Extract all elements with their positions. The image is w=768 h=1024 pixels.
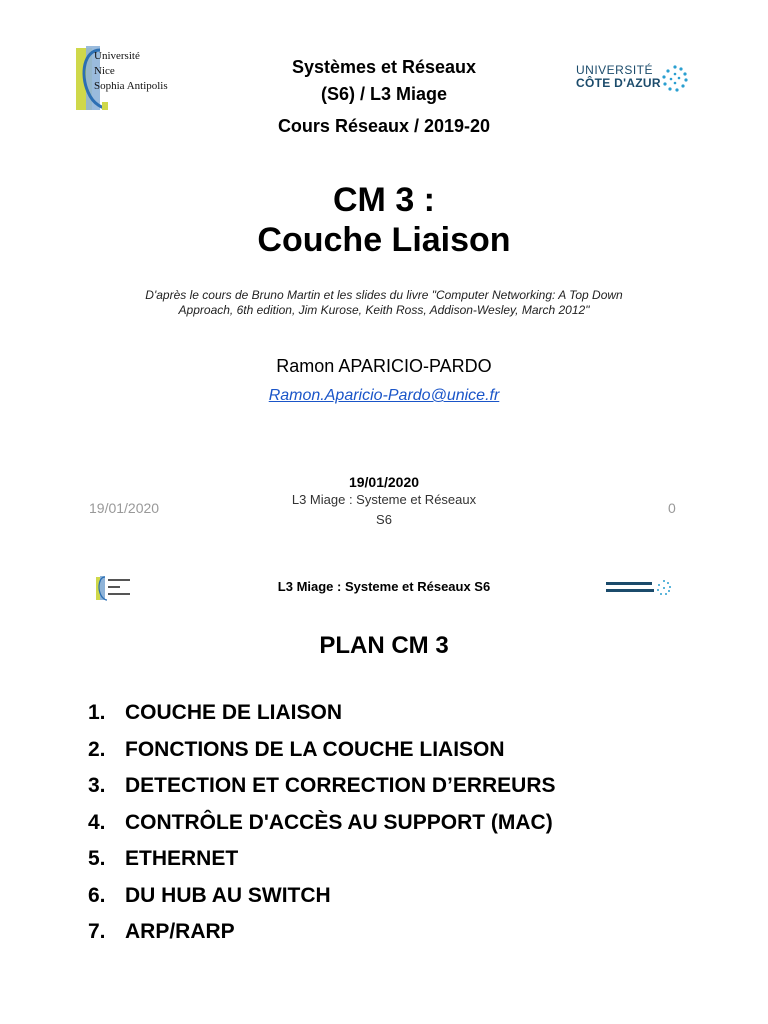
plan-item-label: DETECTION ET CORRECTION D’ERREURS [125,774,556,797]
course-heading-line3: Cours Réseaux / 2019-20 [277,116,491,136]
footer-course-name [260,490,508,530]
plan-item [88,878,556,915]
source-credit-line1: D'après le cours de Bruno Martin et les slides du livre "Computer Networking: A Top Down [145,288,623,302]
course-heading-line1: Systèmes et Réseaux [291,57,477,77]
plan-item-label: FONCTIONS DE LA COUCHE LIAISON [125,737,505,761]
uns-small-logo [96,575,134,601]
course-heading-line2: (S6) / L3 Miage [320,84,448,104]
uns-logo-text [94,50,168,93]
plan-title: PLAN CM 3 [319,632,449,659]
plan-item [88,768,556,805]
plan-item-number: 1. [88,701,106,724]
plan-item [88,914,556,951]
plan-item-label: ETHERNET [125,847,239,870]
footer-course-line2: S6 [376,512,392,527]
universite-nice-sophia-antipolis-logo [76,44,180,112]
uca-logo-line1: UNIVERSITÉ [576,63,654,77]
source-credit-line2: Approach, 6th edition, Jim Kurose, Keith Ross, Addison-Wesley, March 2012" [178,303,590,317]
author-name: Ramon APARICIO-PARDO [276,356,492,376]
uns-logo-line2: Nice [94,65,115,77]
uns-logo-line3: Sophia Antipolis [94,80,168,92]
plan-item [88,732,556,769]
uca-dots-icon [660,64,690,94]
plan-item [88,841,556,878]
plan-item-label: COUCHE DE LIAISON [125,701,343,724]
plan-item [88,805,556,842]
footer-course-line1: L3 Miage : Systeme et Réseaux [291,492,477,507]
lecture-title [120,180,648,260]
slide-date: 19/01/2020 [348,474,420,490]
uca-logo-text [576,64,661,90]
uns-logo-line1: Université [94,50,140,62]
plan-item-label: ARP/RARP [125,920,235,943]
footer-date: 19/01/2020 [89,500,160,516]
plan-item-number: 5. [88,847,106,870]
author-email-link[interactable]: Ramon.Aparicio-Pardo@unice.fr [268,387,500,404]
source-credit [110,288,658,318]
plan-item-label: CONTRÔLE D'ACCÈS AU SUPPORT (MAC) [125,810,553,834]
plan-list [88,695,556,951]
uca-logo-line2: CÔTE D'AZUR [576,76,661,90]
footer-page-number: 0 [668,500,676,516]
plan-item-number: 2. [88,737,106,761]
plan-item-number: 4. [88,810,106,834]
uca-small-logo [604,577,678,599]
plan-item-label: DU HUB AU SWITCH [125,883,331,907]
plan-item-number: 7. [88,920,106,943]
slide-header: L3 Miage : Systeme et Réseaux S6 [277,579,491,594]
universite-cote-dazur-logo [566,52,706,108]
lecture-title-line2: Couche Liaison [257,221,511,259]
plan-item [88,695,556,732]
plan-item-number: 6. [88,883,106,907]
lecture-title-line1: CM 3 : [333,181,435,219]
course-heading [200,54,568,140]
plan-item-number: 3. [88,774,106,797]
